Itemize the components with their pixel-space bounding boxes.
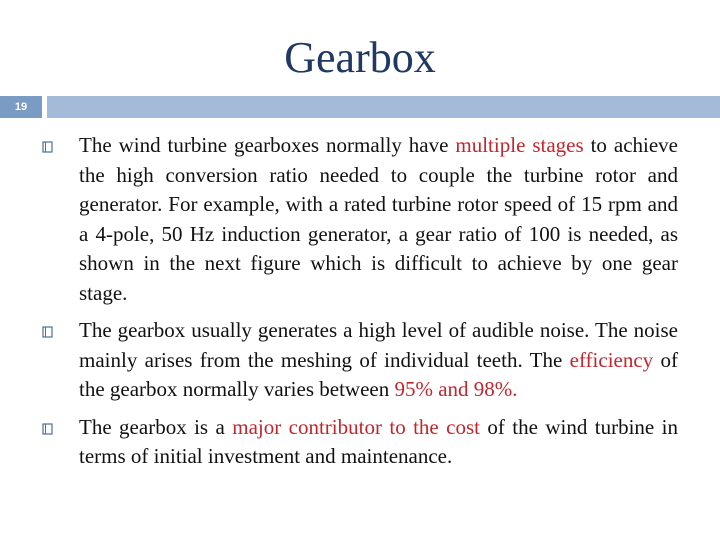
bullet-1-text-1: The wind turbine gearboxes normally have — [79, 133, 456, 157]
bullet-3-text-1: The gearbox is a — [79, 414, 233, 439]
bullet-item — [54, 131, 678, 308]
header-rule — [47, 96, 720, 118]
square-bullet-icon — [42, 141, 54, 153]
bullet-3-highlight-cost: major contributor to the cost — [232, 414, 480, 439]
bullet-text — [79, 413, 678, 472]
bullet-list — [54, 131, 678, 480]
square-bullet-icon — [42, 326, 54, 338]
bullet-2-text-2: of the gearbox normally varies between — [79, 347, 678, 401]
square-bullet-icon — [42, 423, 54, 435]
bullet-2-highlight-efficiency: efficiency — [569, 347, 654, 372]
bullet-item — [54, 413, 678, 472]
bullet-item — [54, 316, 678, 405]
bullet-2-highlight-range: 95% and 98%. — [394, 377, 518, 401]
bullet-1-highlight-multiple-stages: multiple stages — [455, 133, 584, 157]
bullet-text — [79, 131, 678, 308]
bullet-text — [79, 316, 678, 405]
slide-number: 19 — [0, 96, 42, 118]
bullet-1-text-2: to achieve the high conversion ratio needed to couple the turbine rotor and generator. For example, with a rated turbine rotor speed of 15 rpm and a 4-pole, 50 Hz induction generator, a gear ratio of 100 is needed, as shown in the next figure which is difficult to achieve by one gear stage. — [79, 133, 678, 305]
bullet-3-text-2: of the wind turbine in terms of initial investment and maintenance. — [79, 414, 678, 468]
bullet-2-text-1: The gearbox usually generates a high level of audible noise. The noise mainly arises from the meshing of individual teeth. The — [79, 318, 678, 372]
slide-title: Gearbox — [284, 33, 436, 82]
